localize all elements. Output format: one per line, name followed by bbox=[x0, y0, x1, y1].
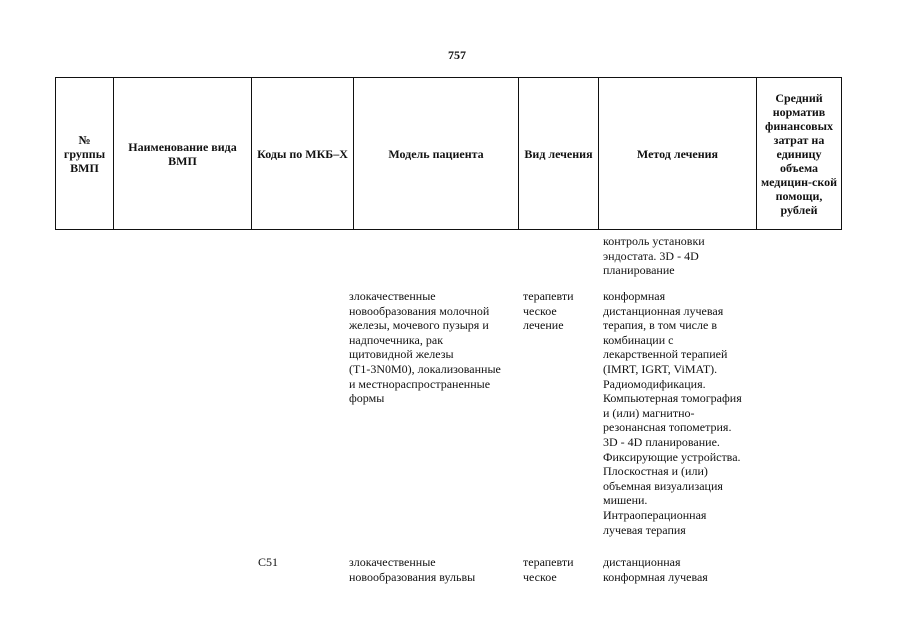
text-line: эндостата. 3D - 4D bbox=[603, 248, 699, 263]
text-line: 3D - 4D планирование. bbox=[603, 434, 720, 449]
text-line: (IMRT, IGRT, ViMAT). bbox=[603, 361, 718, 376]
header-treatment-type: Вид лечения bbox=[519, 78, 599, 230]
text-line: новообразования молочной bbox=[349, 303, 490, 318]
text-line: и (или) магнитно- bbox=[603, 405, 695, 420]
header-vmp-name: Наименование вида ВМП bbox=[114, 78, 252, 230]
text-line: резонансная топометрия. bbox=[603, 420, 732, 435]
text-line: формы bbox=[349, 391, 385, 406]
text-line: дистанционная лучевая bbox=[603, 303, 724, 318]
text-line: и местнораспространенные bbox=[349, 376, 491, 391]
text-line: Плоскостная и (или) bbox=[603, 464, 708, 479]
text-line: C51 bbox=[258, 555, 279, 569]
text-line: дистанционная bbox=[603, 555, 681, 569]
header-cost-norm: Средний норматив финансовых затрат на единицу объема медицин-ской помощи, рублей bbox=[757, 78, 842, 230]
text-line: ческое bbox=[523, 569, 557, 584]
text-line: конформная bbox=[603, 289, 666, 303]
text-line: терапия, в том числе в bbox=[603, 318, 717, 333]
text-line: лекарственной терапией bbox=[603, 347, 728, 362]
text-line: мишени. bbox=[603, 493, 648, 508]
text-line: злокачественные bbox=[349, 555, 436, 569]
row-0-method bbox=[603, 234, 705, 278]
text-line: терапевти bbox=[523, 555, 574, 569]
text-line: Фиксирующие устройства. bbox=[603, 449, 741, 464]
text-line: планирование bbox=[603, 263, 675, 278]
header-patient-model: Модель пациента bbox=[354, 78, 519, 230]
header-group-no: № группы ВМП bbox=[56, 78, 114, 230]
text-line: объемная визуализация bbox=[603, 478, 723, 493]
text-line: лучевая терапия bbox=[603, 522, 686, 537]
text-line: железы, мочевого пузыря и bbox=[349, 318, 489, 333]
text-line: надпочечника, рак bbox=[349, 332, 444, 347]
header-mkb-codes: Коды по МКБ–Х bbox=[252, 78, 354, 230]
text-line: лечение bbox=[523, 318, 564, 333]
page-number: 757 bbox=[448, 48, 466, 62]
row-2-mkb-code bbox=[258, 555, 278, 570]
text-line: Радиомодификация. bbox=[603, 376, 706, 391]
text-line: (T1-3N0M0), локализованные bbox=[349, 361, 501, 376]
text-line: Компьютерная томография bbox=[603, 391, 742, 406]
row-1-treatment-method bbox=[603, 289, 742, 537]
text-line: Интраоперационная bbox=[603, 507, 707, 522]
table-header bbox=[55, 77, 842, 230]
text-line: ческое bbox=[523, 303, 557, 318]
text-line: конформная лучевая bbox=[603, 569, 708, 584]
row-1-patient-model bbox=[349, 289, 501, 406]
row-2-patient-model bbox=[349, 555, 475, 584]
row-2-treatment-method bbox=[603, 555, 708, 584]
text-line: щитовидной железы bbox=[349, 347, 454, 362]
text-line: терапевти bbox=[523, 289, 574, 303]
text-line: контроль установки bbox=[603, 234, 705, 248]
text-line: злокачественные bbox=[349, 289, 436, 303]
row-1-treatment-type bbox=[523, 289, 574, 333]
header-treatment-method: Метод лечения bbox=[599, 78, 757, 230]
text-line: новообразования вульвы bbox=[349, 569, 476, 584]
text-line: комбинации с bbox=[603, 332, 674, 347]
row-2-treatment-type bbox=[523, 555, 574, 584]
